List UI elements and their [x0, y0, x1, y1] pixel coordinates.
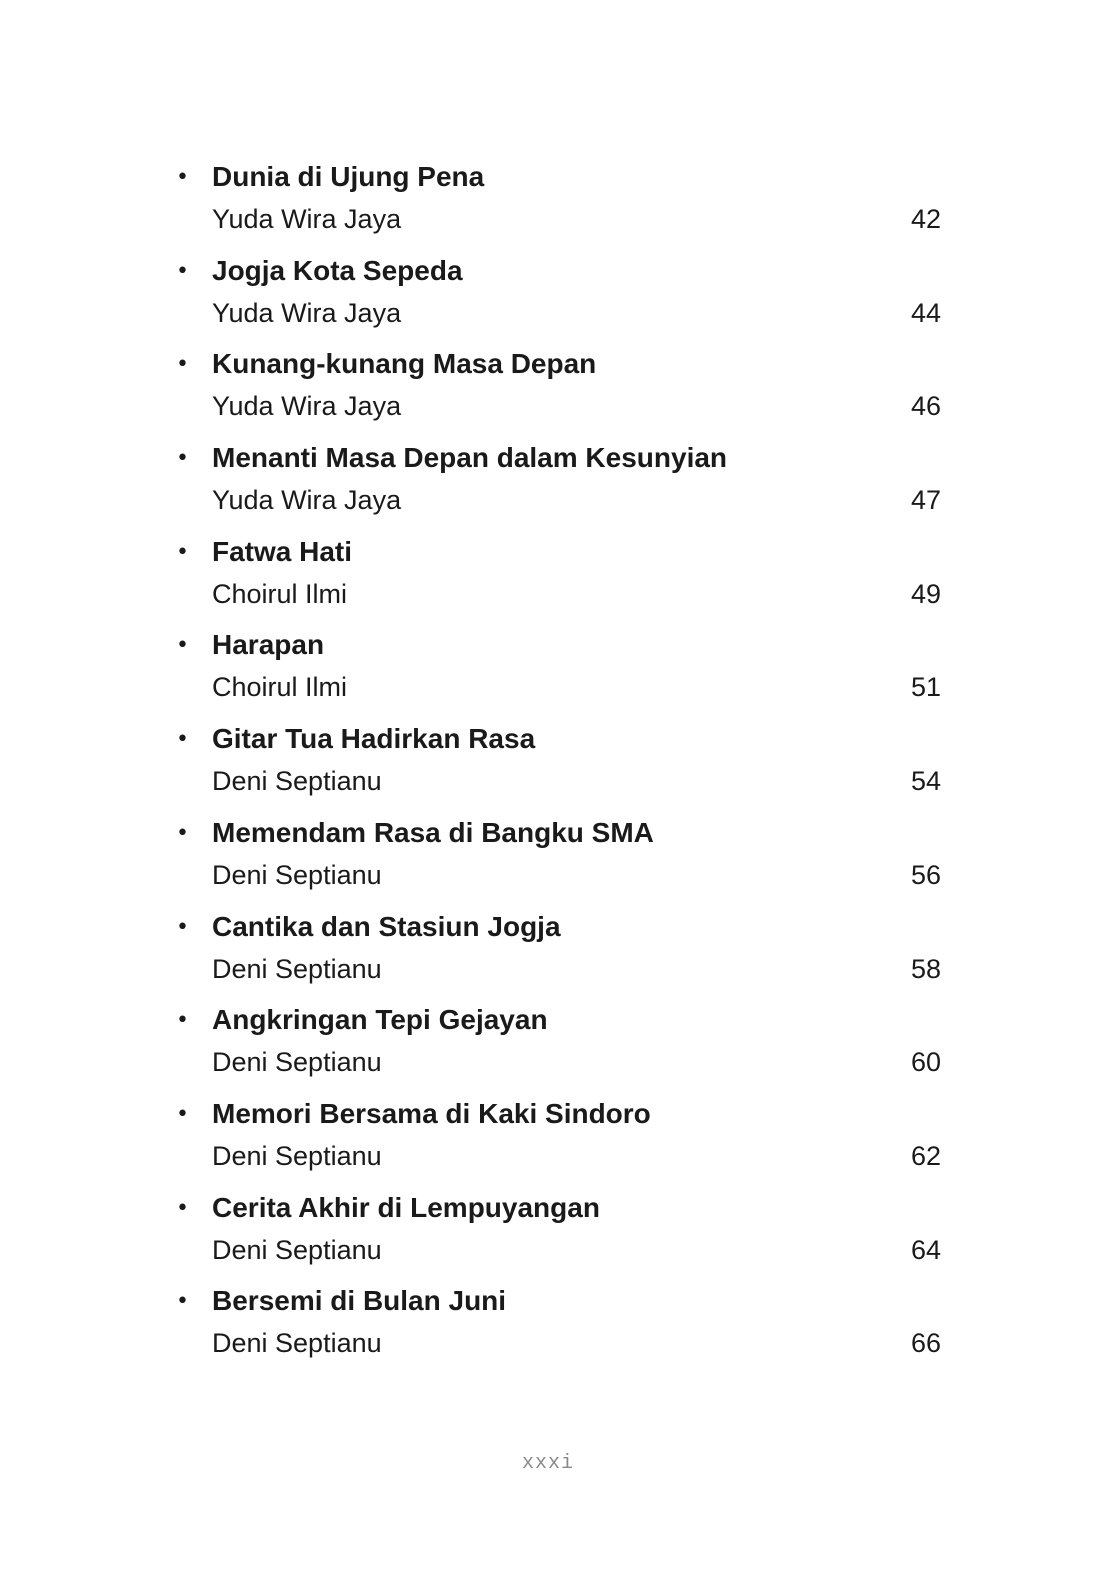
table-of-contents — [0, 156, 1103, 1374]
toc-entry[interactable] — [0, 812, 1103, 906]
entry-page-number[interactable]: 44 — [910, 297, 941, 328]
entry-title[interactable]: Bersemi di Bulan Juni — [212, 1285, 507, 1317]
entry-author: Yuda Wira Jaya — [212, 391, 402, 422]
entry-page-number[interactable]: 66 — [910, 1328, 941, 1359]
toc-entry[interactable] — [0, 343, 1103, 437]
bullet-icon: • — [176, 258, 189, 284]
entry-author: Yuda Wira Jaya — [212, 297, 402, 328]
toc-entry[interactable] — [0, 718, 1103, 812]
bullet-icon: • — [176, 820, 189, 846]
entry-author: Choirul Ilmi — [212, 578, 348, 609]
entry-page-number[interactable]: 58 — [910, 953, 941, 984]
entry-title[interactable]: Memori Bersama di Kaki Sindoro — [212, 1097, 651, 1129]
entry-page-number[interactable]: 56 — [910, 859, 941, 890]
bullet-icon: • — [176, 165, 189, 190]
entry-title[interactable]: Dunia di Ujung Pena — [212, 161, 485, 192]
bullet-icon: • — [176, 539, 189, 565]
entry-title[interactable]: Kunang-kunang Masa Depan — [212, 348, 597, 380]
toc-entry[interactable] — [0, 1280, 1103, 1374]
bullet-icon: • — [176, 914, 189, 940]
entry-title[interactable]: Fatwa Hati — [212, 535, 353, 567]
toc-entry[interactable] — [0, 437, 1103, 531]
entry-author: Yuda Wira Jaya — [212, 204, 402, 234]
entry-title[interactable]: Memendam Rasa di Bangku SMA — [212, 816, 654, 848]
entry-page-number[interactable]: 64 — [910, 1234, 941, 1265]
entry-page-number[interactable]: 42 — [910, 204, 941, 234]
entry-page-number[interactable]: 60 — [910, 1047, 941, 1078]
entry-author: Deni Septianu — [212, 1234, 382, 1265]
bullet-icon: • — [176, 1008, 189, 1034]
entry-title[interactable]: Harapan — [212, 629, 325, 661]
entry-author: Deni Septianu — [212, 1047, 382, 1078]
bullet-icon: • — [176, 1289, 189, 1315]
entry-title[interactable]: Gitar Tua Hadirkan Rasa — [212, 723, 536, 755]
toc-entry[interactable] — [0, 906, 1103, 1000]
entry-page-number[interactable]: 49 — [910, 578, 941, 609]
entry-page-number[interactable]: 46 — [910, 391, 941, 422]
entry-author: Yuda Wira Jaya — [212, 485, 402, 516]
entry-author: Choirul Ilmi — [212, 672, 348, 703]
entry-title[interactable]: Angkringan Tepi Gejayan — [212, 1004, 548, 1036]
toc-entry[interactable] — [0, 531, 1103, 625]
toc-entry[interactable] — [0, 999, 1103, 1093]
entry-page-number[interactable]: 62 — [910, 1140, 941, 1171]
bullet-icon: • — [176, 1195, 189, 1221]
toc-entry[interactable] — [0, 156, 1103, 250]
toc-entry[interactable] — [0, 1093, 1103, 1187]
entry-page-number[interactable]: 54 — [910, 766, 941, 797]
entry-title[interactable]: Cantika dan Stasiun Jogja — [212, 910, 561, 942]
entry-title[interactable]: Menanti Masa Depan dalam Kesunyian — [212, 442, 728, 474]
entry-page-number[interactable]: 47 — [910, 485, 941, 516]
toc-entry[interactable] — [0, 624, 1103, 718]
entry-author: Deni Septianu — [212, 859, 382, 890]
page-folio: xxxi — [521, 1452, 574, 1475]
entry-title[interactable]: Cerita Akhir di Lempuyangan — [212, 1191, 600, 1223]
entry-author: Deni Septianu — [212, 953, 382, 984]
bullet-icon: • — [176, 352, 189, 378]
bullet-icon: • — [176, 446, 189, 472]
toc-entry[interactable] — [0, 250, 1103, 344]
bullet-icon: • — [176, 1101, 189, 1127]
bullet-icon: • — [176, 633, 189, 659]
entry-author: Deni Septianu — [212, 766, 382, 797]
toc-entry[interactable] — [0, 1187, 1103, 1281]
entry-title[interactable]: Jogja Kota Sepeda — [212, 254, 463, 286]
bullet-icon: • — [176, 727, 189, 753]
entry-page-number[interactable]: 51 — [910, 672, 941, 703]
entry-author: Deni Septianu — [212, 1328, 382, 1359]
entry-author: Deni Septianu — [212, 1140, 382, 1171]
